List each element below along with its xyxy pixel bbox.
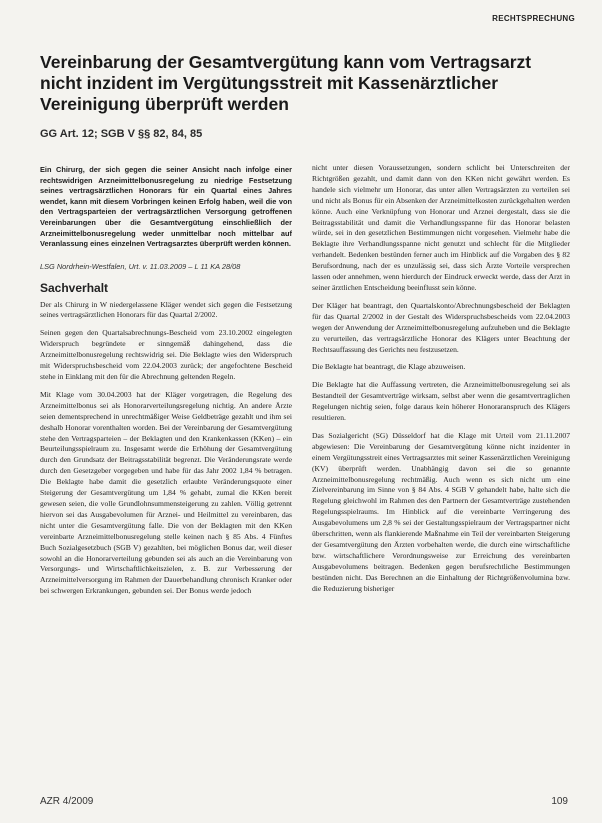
paragraph: Mit Klage vom 30.04.2003 hat der Kläger vorgetragen, die Regelung des Arzneimittelbonus sei als Honorarverteilungsregelung nichtig. An andere Ärzte seien dementsprechend in unrechtmäßiger Weise Geldbeträge gezahlt und ihm sei deshalb Honorar vorenthalten worden. Bei der Vereinbarung der Gesamtvergütung stehe den Vertragsparteien – der Beklagten und den Krankenkassen (KKen) – ein Beurteilungsspielraum zu. Insgesamt werde die Erhöhung der Gesamtvergütung durch den Grundsatz der Beitragsstabilität begrenzt. Die Veränderungsrate werde durch den Gesetzgeber vorgegeben und habe für das Jahr 2002 1,84 % betragen. Die Beklagte habe damit die gesetzlich erlaubte Veränderungsquote einer Steigerung der Gesamtvergütung um 1,84 % gehabt, zumal die KKen bereit gewesen seien, die volle Grundlohnsummensteigerung zu zahlen. Völlig getrennt hiervon sei das Ausgabevolumen für Arznei- und Heilmittel zu vereinbaren, das nicht unter die Gesamtvergütung falle. Die von der Beklagten mit den KKen vereinbarte Arzneimittelbonusregelung stelle keinen nach § 85 Abs. 4 Fünftes Buch Sozialgesetzbuch (SGB V) gezahlten, bei möglichen Bonus dar, weil dieser sowohl an die Honorarverteilung gebunden sei als auch an die Vereinbarung von Versorgungs- und Wirtschaftlichkeitszielen, z. B. zur Verbesserung der Arzneimittelversorgung im Rahmen der Dauerbehandlung chronisch Kranker oder bei schwergen Erkrankungen, gebunden sei. Der Bonus werde jedoch: [40, 389, 292, 596]
section-label: RECHTSPRECHUNG: [492, 14, 575, 23]
paragraph: Die Beklagte hat beantragt, die Klage abzuweisen.: [312, 362, 466, 372]
paragraph: Seinen gegen den Quartalsabrechnungs-Bescheid vom 23.10.2002 eingelegten Widerspruch begründete er sinngemäß dahingehend, dass die Arzneimittelbonusregelung rechtswidrig sei. Die Beklagte wies den Widerspruch mit Widerspruchsbescheid vom 22.04.2003 zurück; der angefochtene Bescheid stehe in Einklang mit den für die Abrechnung geltenden Regeln.: [40, 328, 292, 381]
lead-summary: Ein Chirurg, der sich gegen die seiner Ansicht nach infolge einer rechtswidrigen Arzneimittelbonusregelung zu niedrige Festsetzung seines vertragsärztlichen Honorars für ein Quartal eines Jahres wendet, kann mit diesem Vorbringen keinen Erfolg haben, weil die von den Vertragsparteien der vertragsärztlichen Versorgung getroffenen Vereinbarungen über die Gesamtvergütung einschließlich der Arzneimittelbonusregelung weder unmittelbar noch mittelbar auf Veranlassung eines einzelnen Vertragsarztes überprüft werden können.: [40, 165, 292, 249]
paragraph: Der als Chirurg in W niedergelassene Kläger wendet sich gegen die Festsetzung seines vertragsärztlichen Honorars für das Quartal 2/2002.: [40, 299, 292, 320]
paragraph: Die Beklagte hat die Auffassung vertreten, die Arzneimittelbonusregelung sei als Bestandteil der Gesamtverträge wirksam, selbst aber wenn die gesamtvertraglichen Regelungen nichtig seien, folge daraus kein höherer Honoraranspruch des Klägers resultieren.: [312, 380, 570, 423]
left-column: [40, 165, 292, 604]
section-heading-sachverhalt: Sachverhalt: [40, 280, 109, 295]
paragraph: Das Sozialgericht (SG) Düsseldorf hat die Klage mit Urteil vom 21.11.2007 abgewiesen: Die Vereinbarung der Gesamtvergütung könne nicht inzidenter in einem Vergütungsstreit eines Vertragsarztes mit seiner Kassenärztlichen Vereinigung (KV) überprüft werden. Unabhängig davon sei die so genannte Arzneimittelbonusregelung rechtmäßig. Auch wenn es sich nicht um eine Zielvereinbarung im Sinne von § 84 Abs. 4 SGB V gehandelt habe, halte sich die Regelung gleichwohl im Rahmen des den Partnern der Gesamtverträge zustehenden Regelungsspielraums. Im Hinblick auf die vereinbarte Verringerung des Ausgabevolumens um 2,8 % sei der Gestaltungsspielraum der Vertragspartner nicht überschritten, wenn als flankierende Maßnahme ein Teil der vereinbarten Steigerung der Gesamtvergütung den Ärzten vorbehalten werde, die durch eine wirtschaftliche bzw. wirtschaftlichere Verordnungsweise zur Erreichung des vereinbarten Ausgabevolumens beitragen. Bedenken gegen berufsrechtliche Bestimmungen bestünden nicht. Das Berechnen an die Einhaltung der Richtgrößenvolumina bzw. die Reduzierung bisheriger: [312, 430, 570, 593]
journal-issue: AZR 4/2009: [40, 796, 94, 807]
page-number: 109: [551, 796, 568, 807]
paragraph: nicht unter diesen Voraussetzungen, sondern schlicht bei Unterschreiten der Richtgrößen gezahlt, und damit dann von den KKen nicht gewährt werden. Es handele sich vielmehr um Honorar, das unter allen Vertragsärzten zu verteilen sei und nicht als Bonus für ein Absenken der Arzneimittelkosten zurückgehalten werden könne. Auch eine Verknüpfung von Honorar und Arznei dergestalt, dass sie die Beitragsstabilität und damit die Verhandlungsspanne für das Honorar belasten würde, sei in den gesetzlichen Bestimmungen nicht vorgesehen. Vielmehr habe die Beklagte ihre Verhandlungsspanne nicht genutzt und schlecht für die Mitglieder verhandelt. Bedenken bestünden ferner auch im Hinblick auf die Vorgaben des § 82 Berufsordnung, nach der es unzulässig sei, dass sich Ärzte Vorteile versprechen lassen oder annehmen, wenn hierdurch der Eindruck erweckt werde, dass der Arzt in seiner ärztlichen Entscheidung beeinflusst sein könne.: [312, 163, 570, 292]
right-column: [312, 163, 570, 602]
article-norms: GG Art. 12; SGB V §§ 82, 84, 85: [40, 128, 203, 140]
article-title: Vereinbarung der Gesamtvergütung kann vom Vertragsarzt nicht inzident im Vergütungsstreit mit Kassenärztlicher Vereinigung überprüft werden: [40, 52, 532, 114]
paragraph: Der Kläger hat beantragt, den Quartalskonto/Abrechnungsbescheid der Beklagten für das Quartal 2/2002 in der Gestalt des Widerspruchsbescheids vom 22.04.2003 wegen der Anwendung der Arzneimittelbonusregelung aufzuheben und die Beklagte zu verurteilen, das vertragsärztliche Honorar des Klägers unter Beachtung der Rechtsauffassung des Gerichts neu festzusetzen.: [312, 300, 570, 354]
court-citation: LSG Nordrhein-Westfalen, Urt. v. 11.03.2009 – L 11 KA 28/08: [40, 261, 241, 271]
